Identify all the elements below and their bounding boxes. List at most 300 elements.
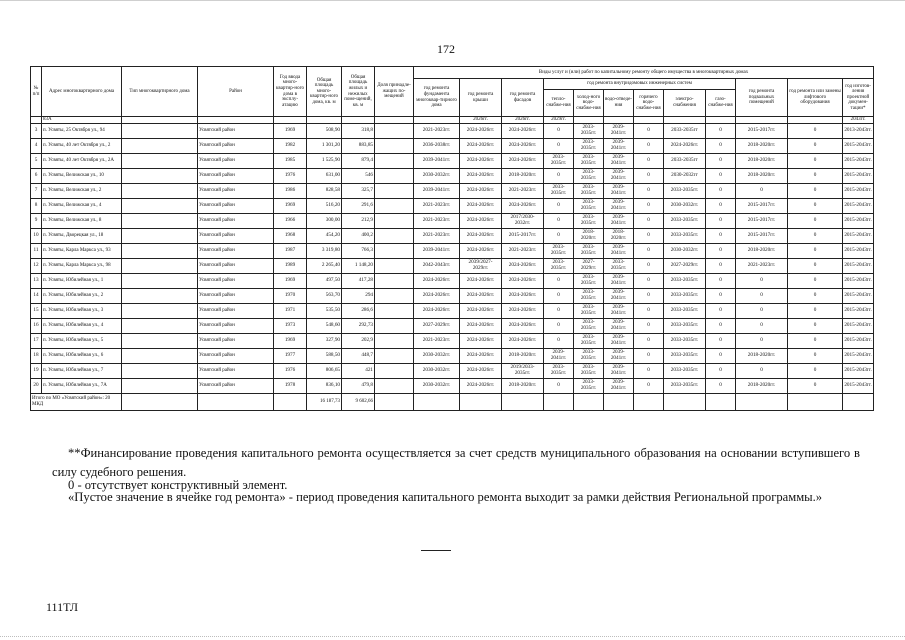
cell-hot-water: 0 <box>634 379 664 394</box>
cell-hot-water: 0 <box>634 124 664 139</box>
cell-heat: 0 <box>544 289 574 304</box>
cell-electric: 2030-2032гг. <box>664 244 706 259</box>
cell-address: п. Усвяты, Велижская ул., 10 <box>42 169 122 184</box>
cell-year: 1985 <box>274 154 307 169</box>
cell-hot-water: 0 <box>634 274 664 289</box>
cell-type <box>122 289 198 304</box>
cell-res-area: 879,4 <box>342 154 375 169</box>
cell-foundation: 2021-2023гг. <box>414 214 460 229</box>
cell-district: Усвятский район <box>198 319 274 334</box>
cell-hot-water: 0 <box>634 244 664 259</box>
cell-year: 1969 <box>274 334 307 349</box>
cell-lift: 0 <box>788 379 843 394</box>
cell-cold-water: 2033-2035гг. <box>574 124 604 139</box>
cell-sewer: 2018-2020гг. <box>604 229 634 244</box>
cell-sewer: 2033-2035гг. <box>604 259 634 274</box>
cell-address: п. Усвяты, Юбилейная ул., 3 <box>42 304 122 319</box>
cell-hot-water: 0 <box>634 229 664 244</box>
cell-res-area: 400,2 <box>342 229 375 244</box>
cell-lift: 0 <box>788 214 843 229</box>
cell-district: Усвятский район <box>198 184 274 199</box>
cell-foundation: 2039-2041гг. <box>414 154 460 169</box>
cell-lift: 0 <box>788 274 843 289</box>
cell-gas: 0 <box>706 154 736 169</box>
cell-electric: 2033-2035гг. <box>664 214 706 229</box>
cell-total-area: 516,20 <box>307 199 342 214</box>
cell-facade: 2015-2017гг. <box>502 229 544 244</box>
cell-heat: 0 <box>544 139 574 154</box>
cell-cold-water: 2033-2035гг. <box>574 334 604 349</box>
cell-share <box>375 349 414 364</box>
cell-res-area: 202,9 <box>342 334 375 349</box>
cell-total-area: 454,20 <box>307 229 342 244</box>
cell-heat: 0 <box>544 214 574 229</box>
cell-type <box>122 229 198 244</box>
cell-heat: 0 <box>544 304 574 319</box>
cell-num: 20 <box>31 379 42 394</box>
cell-address: п. Усвяты, Велижская ул., 8 <box>42 214 122 229</box>
cell-electric: 2024-2026гг. <box>664 139 706 154</box>
cell-facade: 2024-2026гг. <box>502 154 544 169</box>
cell-basement: 0 <box>736 334 788 349</box>
cell-res-area: 883,85 <box>342 139 375 154</box>
cell-facade: 2024-2026гг. <box>502 274 544 289</box>
cell-total-area: 631,00 <box>307 169 342 184</box>
cell-address: п. Усвяты, Юбилейная ул., 7 <box>42 364 122 379</box>
cell-district: Усвятский район <box>198 199 274 214</box>
cell-total-area: 828,58 <box>307 184 342 199</box>
cell-res-area: 448,7 <box>342 349 375 364</box>
cell-docs: 2015-2043гг. <box>843 304 874 319</box>
cell-basement: 2018-2020гг. <box>736 169 788 184</box>
cell-electric: 2033-2035гг. <box>664 349 706 364</box>
cell-type <box>122 244 198 259</box>
cell-electric: 2033-2035гг. <box>664 319 706 334</box>
cell-lift: 0 <box>788 289 843 304</box>
cell-sewer: 2039-2041гг. <box>604 319 634 334</box>
cell-year: 1976 <box>274 364 307 379</box>
cell-facade: 2024-2026гг. <box>502 289 544 304</box>
cell-roof: 2024-2026гг. <box>460 139 502 154</box>
cell-res-area: 546 <box>342 169 375 184</box>
cell-sewer: 2039-2041гг. <box>604 334 634 349</box>
cell-share <box>375 124 414 139</box>
cell-type <box>122 184 198 199</box>
cell-docs: 2043гг. <box>843 117 874 124</box>
cell-basement: 2018-2020гг. <box>736 154 788 169</box>
cell-gas: 0 <box>706 304 736 319</box>
footnote-empty: «Пустое значение в ячейке год ремонта» - период проведения капитального ремонта выходит за рамки действия Региональной программы.» <box>68 490 823 504</box>
cell-address: п. Усвяты, Юбилейная ул., 6 <box>42 349 122 364</box>
cell-heat: 0 <box>544 319 574 334</box>
cell-gas: 0 <box>706 349 736 364</box>
cell-type <box>122 169 198 184</box>
cell-total-area: 300,00 <box>307 214 342 229</box>
cell-roof: 2024-2026гг. <box>460 184 502 199</box>
cell-roof: 2039/2027-2029гг. <box>460 259 502 274</box>
cell-basement: 0 <box>736 184 788 199</box>
cell-total-area: 806,65 <box>307 364 342 379</box>
cell-foundation: 2036-2038гг. <box>414 139 460 154</box>
cell-district: Усвятский район <box>198 154 274 169</box>
separator-line <box>421 550 451 551</box>
cell-cold-water: 2027-2029гг. <box>574 259 604 274</box>
cell-address: п. Усвяты, Велижская ул., 2 <box>42 184 122 199</box>
cell-sewer: 2039-2041гг. <box>604 349 634 364</box>
cell-cold-water: 2033-2035гг. <box>574 379 604 394</box>
scan-bottom-edge <box>0 636 905 638</box>
cell-cold-water: 2033-2035гг. <box>574 244 604 259</box>
table-row <box>31 229 874 244</box>
cell-docs: 2015-2043гг. <box>843 214 874 229</box>
cell-cold-water: 2033-2035гг. <box>574 319 604 334</box>
cell-roof: 2024-2026гг. <box>460 274 502 289</box>
cell-share <box>375 319 414 334</box>
cell-heat: 2033-2035гг. <box>544 259 574 274</box>
cell-heat: 2033-2035гг. <box>544 244 574 259</box>
cell-foundation: 2027-2029гг. <box>414 319 460 334</box>
cell-res-area: 286,6 <box>342 304 375 319</box>
cell-address: п. Усвяты, Юбилейная ул., 1 <box>42 274 122 289</box>
cell-share <box>375 289 414 304</box>
cell-year: 1968 <box>274 229 307 244</box>
cell-foundation: 2024-2026гг. <box>414 289 460 304</box>
cell-address: 83А <box>42 117 122 124</box>
cell-district: Усвятский район <box>198 214 274 229</box>
res-area-sum: 9 602,66 <box>342 394 375 411</box>
cell-year: 1966 <box>274 214 307 229</box>
cell-heat: 0 <box>544 229 574 244</box>
cell-gas: 0 <box>706 169 736 184</box>
cell-gas: 0 <box>706 334 736 349</box>
cell-district: Усвятский район <box>198 274 274 289</box>
cell-foundation: 2021-2023гг. <box>414 229 460 244</box>
cell-facade: 2018-2020гг. <box>502 349 544 364</box>
col-type: Тип многоквартирного дома <box>122 67 198 117</box>
cell-type <box>122 304 198 319</box>
cell-sewer: 2039-2041гг. <box>604 244 634 259</box>
table-row <box>31 349 874 364</box>
total-label: Итого по МО «Усвятский район»: 20 МКД <box>31 394 122 411</box>
table-row <box>31 304 874 319</box>
cell-roof: 2024-2026гг. <box>460 169 502 184</box>
cell-electric: 2033-2035гг <box>664 124 706 139</box>
cell-res-area: 294 <box>342 289 375 304</box>
col-sewer: водо-отведе-ния <box>604 90 634 117</box>
cell-roof: 2024-2026гг. <box>460 154 502 169</box>
table-row <box>31 124 874 139</box>
cell-foundation: 2042-2043гг. <box>414 259 460 274</box>
table-row <box>31 184 874 199</box>
repair-program-table <box>30 66 874 411</box>
cell-share <box>375 304 414 319</box>
cell-sewer: 2039-2041гг. <box>604 289 634 304</box>
cell-electric: 2027-2029гг. <box>664 259 706 274</box>
cell-res-area: 292,73 <box>342 319 375 334</box>
cell-total-area: 588,50 <box>307 349 342 364</box>
cell-foundation: 2030-2032гг. <box>414 364 460 379</box>
cell-facade: 2024-2026гг. <box>502 199 544 214</box>
cell-share <box>375 214 414 229</box>
cell-num: 16 <box>31 319 42 334</box>
table-row <box>31 274 874 289</box>
cell-basement: 0 <box>736 319 788 334</box>
cell-gas: 0 <box>706 229 736 244</box>
cell-lift: 0 <box>788 199 843 214</box>
cell-electric: 2030-2032гг. <box>664 199 706 214</box>
cell-gas: 0 <box>706 199 736 214</box>
cell-hot-water: 0 <box>634 334 664 349</box>
cell-foundation: 2030-2032гг. <box>414 379 460 394</box>
cell-type <box>122 379 198 394</box>
cell-address: п. Усвяты, Велижская ул., 4 <box>42 199 122 214</box>
cell-address: п. Усвяты, Дворецкая ул., 18 <box>42 229 122 244</box>
scan-top-edge <box>0 0 905 1</box>
systems-group-header: год ремонта внутридомовых инженерных систем <box>544 79 736 90</box>
cell-basement: 0 <box>736 289 788 304</box>
cell-sewer: 2039-2041гг. <box>604 379 634 394</box>
cell-cold-water: 2033-2035гг. <box>574 169 604 184</box>
cell-lift: 0 <box>788 169 843 184</box>
cell-res-area: 291,6 <box>342 199 375 214</box>
cell-lift: 0 <box>788 184 843 199</box>
cell-address: п. Усвяты, 40 лет Октября ул., 2 <box>42 139 122 154</box>
cell-basement: 2015-2017гг. <box>736 229 788 244</box>
cell-hot-water: 0 <box>634 154 664 169</box>
cell-address: п. Усвяты, Юбилейная ул., 4 <box>42 319 122 334</box>
cell-heat: 0 <box>544 199 574 214</box>
col-address: Адрес многоквартирного дома <box>42 67 122 117</box>
cell-sewer: 2039-2041гг. <box>604 184 634 199</box>
cell-lift: 0 <box>788 349 843 364</box>
cell-foundation: 2021-2023гг. <box>414 199 460 214</box>
cell-roof: 2024-2026гг. <box>460 289 502 304</box>
cell-foundation: 2021-2023гг. <box>414 124 460 139</box>
cell-hot-water: 0 <box>634 169 664 184</box>
col-num: № п/п <box>31 67 42 117</box>
cell-gas: 0 <box>706 289 736 304</box>
cell-sewer: 2039-2041гг. <box>604 139 634 154</box>
cell-res-area: 417,28 <box>342 274 375 289</box>
cell-cold-water: 2033-2035гг. <box>574 139 604 154</box>
cell-total-area: 563,70 <box>307 289 342 304</box>
cell-res-area: 479,8 <box>342 379 375 394</box>
col-total-area: Общая площадь много-квартир-ного дома, кв. м <box>307 67 342 117</box>
cell-share <box>375 274 414 289</box>
cell-heat: 0 <box>544 169 574 184</box>
cell-hot-water: 0 <box>634 214 664 229</box>
cell-lift: 0 <box>788 364 843 379</box>
cell-share <box>375 169 414 184</box>
col-basement: год ремонта подвальных помещений <box>736 79 788 117</box>
cell-gas: 0 <box>706 244 736 259</box>
continuation-row <box>31 117 874 124</box>
cell-roof: 2024-2026гг. <box>460 319 502 334</box>
col-heat: тепло-снабже-ния <box>544 90 574 117</box>
cell-roof: 2024-2026гг. <box>460 229 502 244</box>
cell-type <box>122 124 198 139</box>
cell-num: 11 <box>31 244 42 259</box>
cell-basement: 2018-2020гг. <box>736 244 788 259</box>
cell-lift: 0 <box>788 319 843 334</box>
cell-year: 1977 <box>274 349 307 364</box>
cell-type <box>122 199 198 214</box>
cell-res-area: 421 <box>342 364 375 379</box>
cell-electric: 2033-2035гг. <box>664 334 706 349</box>
cell-foundation: 2021-2023гг. <box>414 334 460 349</box>
cell-year: 1978 <box>274 379 307 394</box>
cell-facade: 2024-2026гг. <box>502 259 544 274</box>
cell-cold-water: 2033-2035гг. <box>574 199 604 214</box>
cell-address: п. Усвяты, Юбилейная ул., 2 <box>42 289 122 304</box>
cell-electric: 2033-2035гг. <box>664 184 706 199</box>
cell-district: Усвятский район <box>198 229 274 244</box>
cell-district: Усвятский район <box>198 139 274 154</box>
col-foundation: год ремонта фундамента многоквар-тирного дома <box>414 79 460 117</box>
cell-cold-water: 2033-2035гг. <box>574 184 604 199</box>
cell-heat: 2033-2035гг. <box>544 154 574 169</box>
cell-basement: 0 <box>736 364 788 379</box>
cell-lift: 0 <box>788 334 843 349</box>
cell-docs: 2015-2043гг. <box>843 154 874 169</box>
cell-cold-water: 2033-2035гг. <box>574 154 604 169</box>
cell-docs: 2013-2043гг. <box>843 124 874 139</box>
cell-facade: 2026гг. <box>502 117 544 124</box>
cell-docs: 2015-2043гг. <box>843 289 874 304</box>
cell-district: Усвятский район <box>198 124 274 139</box>
cell-docs: 2015-2043гг. <box>843 319 874 334</box>
cell-facade: 2017/2030-2032гг. <box>502 214 544 229</box>
cell-cold-water: 2018-2020гг. <box>574 229 604 244</box>
cell-gas: 0 <box>706 124 736 139</box>
cell-gas: 0 <box>706 274 736 289</box>
cell-type <box>122 214 198 229</box>
cell-num: 13 <box>31 274 42 289</box>
table-row <box>31 169 874 184</box>
cell-docs: 2015-2043гг. <box>843 199 874 214</box>
cell-num: 18 <box>31 349 42 364</box>
cell-share <box>375 139 414 154</box>
cell-gas: 0 <box>706 259 736 274</box>
table-row <box>31 334 874 349</box>
cell-electric: 2030-2032гг <box>664 169 706 184</box>
cell-lift: 0 <box>788 154 843 169</box>
cell-sewer: 2039-2041гг. <box>604 364 634 379</box>
cell-share <box>375 199 414 214</box>
cell-lift: 0 <box>788 304 843 319</box>
cell-hot-water: 0 <box>634 349 664 364</box>
cell-roof: 2024-2026гг. <box>460 379 502 394</box>
cell-hot-water: 0 <box>634 304 664 319</box>
cell-sewer: 2039-2041гг. <box>604 124 634 139</box>
cell-docs: 2015-2043гг. <box>843 259 874 274</box>
cell-total-area: 1 525,90 <box>307 154 342 169</box>
cell-basement: 0 <box>736 274 788 289</box>
cell-year: 1969 <box>274 199 307 214</box>
cell-hot-water: 0 <box>634 199 664 214</box>
cell-address: п. Усвяты, Юбилейная ул., 7А <box>42 379 122 394</box>
cell-docs: 2015-2043гг. <box>843 229 874 244</box>
cell-heat: 0 <box>544 334 574 349</box>
cell-facade: 2018-2020гг. <box>502 379 544 394</box>
col-electric: электро-снабжения <box>664 90 706 117</box>
cell-total-area: 548,60 <box>307 319 342 334</box>
cell-district: Усвятский район <box>198 259 274 274</box>
cell-gas: 0 <box>706 214 736 229</box>
col-hot-water: горячего водо-снабже-ния <box>634 90 664 117</box>
cell-num: 15 <box>31 304 42 319</box>
cell-electric: 2033-2035гг. <box>664 289 706 304</box>
cell-total-area: 535,50 <box>307 304 342 319</box>
cell-res-area: 766,3 <box>342 244 375 259</box>
cell-roof: 2024-2026гг. <box>460 199 502 214</box>
cell-basement: 0 <box>736 304 788 319</box>
cell-num: 7 <box>31 184 42 199</box>
col-facade: год ремонта фасадов <box>502 79 544 117</box>
total-row <box>31 394 874 411</box>
cell-sewer: 2039-2041гг. <box>604 169 634 184</box>
cell-district: Усвятский район <box>198 364 274 379</box>
cell-cold-water: 2033-2035гг. <box>574 214 604 229</box>
cell-num: 12 <box>31 259 42 274</box>
cell-facade: 2024-2026гг. <box>502 319 544 334</box>
cell-basement: 2018-2020гг. <box>736 139 788 154</box>
cell-total-area: 3 319,80 <box>307 244 342 259</box>
table-row <box>31 379 874 394</box>
cell-heat: 2029гг. <box>544 117 574 124</box>
cell-foundation: 2039-2041гг. <box>414 244 460 259</box>
cell-year: 1982 <box>274 139 307 154</box>
col-owner-share: Доля принадле-жащих по-мещений <box>375 67 414 117</box>
footnote-zero: 0 - отсутствует конструктивный элемент. <box>68 478 288 492</box>
cell-year: 1971 <box>274 304 307 319</box>
cell-type <box>122 364 198 379</box>
cell-electric: 2033-2035гг. <box>664 229 706 244</box>
cell-cold-water: 2033-2035гг. <box>574 304 604 319</box>
cell-docs: 2015-2043гг. <box>843 244 874 259</box>
table-row <box>31 289 874 304</box>
cell-num: 19 <box>31 364 42 379</box>
cell-basement: 2015-2017гг. <box>736 214 788 229</box>
cell-hot-water: 0 <box>634 319 664 334</box>
cell-docs: 2015-2043гг. <box>843 364 874 379</box>
cell-district: Усвятский район <box>198 304 274 319</box>
cell-total-area: 2 265,40 <box>307 259 342 274</box>
cell-type <box>122 349 198 364</box>
cell-facade: 2018-2020гг. <box>502 169 544 184</box>
cell-hot-water: 0 <box>634 364 664 379</box>
cell-lift: 0 <box>788 139 843 154</box>
cell-year: 1973 <box>274 319 307 334</box>
cell-facade: 2021-2023гг. <box>502 244 544 259</box>
cell-heat: 0 <box>544 124 574 139</box>
cell-roof: 2024-2026гг. <box>460 124 502 139</box>
cell-num: 5 <box>31 154 42 169</box>
cell-electric: 2033-2035гг. <box>664 379 706 394</box>
cell-docs: 2015-2043гг. <box>843 274 874 289</box>
cell-gas: 0 <box>706 139 736 154</box>
cell-share <box>375 259 414 274</box>
cell-address: п. Усвяты, Юбилейная ул., 5 <box>42 334 122 349</box>
cell-docs: 2015-2043гг. <box>843 379 874 394</box>
cell-year: 1986 <box>274 184 307 199</box>
cell-year: 1976 <box>274 169 307 184</box>
table-row <box>31 154 874 169</box>
cell-gas: 0 <box>706 319 736 334</box>
cell-share <box>375 244 414 259</box>
cell-basement: 2018-2020гг. <box>736 379 788 394</box>
cell-heat: 0 <box>544 274 574 289</box>
